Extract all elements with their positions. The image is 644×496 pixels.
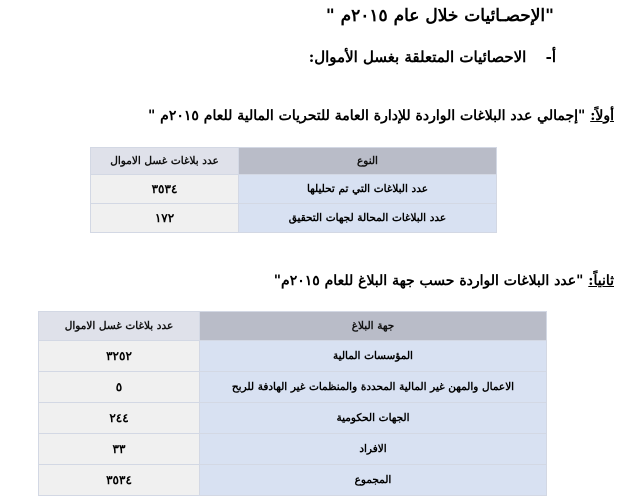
row-value: ٥ bbox=[39, 372, 200, 403]
column-header-count: عدد بلاغات غسل الاموال bbox=[39, 312, 200, 341]
column-header-type: النوع bbox=[239, 148, 497, 175]
row-value: ٣٥٣٤ bbox=[91, 175, 239, 204]
table-row bbox=[39, 341, 547, 372]
row-label: الافراد bbox=[200, 434, 547, 465]
table-header-row bbox=[39, 312, 547, 341]
row-label: عدد البلاغات المحالة لجهات التحقيق bbox=[239, 204, 497, 233]
section-two-ordinal: ثانياً: bbox=[588, 273, 614, 289]
section-one-title-text: "إجمالي عدد البلاغات الواردة للإدارة العامة للتحريات المالية للعام ٢٠١٥م " bbox=[148, 108, 586, 124]
column-header-source: جهة البلاغ bbox=[200, 312, 547, 341]
table-row bbox=[91, 204, 497, 233]
row-value: ٣٥٣٤ bbox=[39, 465, 200, 496]
row-label: المؤسسات المالية bbox=[200, 341, 547, 372]
row-value: ٢٤٤ bbox=[39, 403, 200, 434]
table-row bbox=[91, 175, 497, 204]
row-value: ٣٣ bbox=[39, 434, 200, 465]
table-header-row bbox=[91, 148, 497, 175]
main-title: "الإحصـائيات خلال عام ٢٠١٥م " bbox=[325, 6, 554, 26]
row-value: ٣٢٥٢ bbox=[39, 341, 200, 372]
section-two-title-text: "عدد البلاغات الواردة حسب جهة البلاغ للعام ٢٠١٥م" bbox=[273, 273, 584, 289]
table-row bbox=[39, 434, 547, 465]
section-one-ordinal: أولاً: bbox=[590, 108, 614, 124]
sub-title bbox=[309, 48, 556, 66]
reports-summary-table bbox=[90, 147, 497, 233]
table-row bbox=[39, 403, 547, 434]
section-two-title bbox=[274, 273, 614, 289]
row-label: عدد البلاغات التي تم تحليلها bbox=[239, 175, 497, 204]
table-row-total bbox=[39, 465, 547, 496]
column-header-count: عدد بلاغات غسل الاموال bbox=[91, 148, 239, 175]
row-label: المجموع bbox=[200, 465, 547, 496]
row-label: الاعمال والمهن غير المالية المحددة والمنظمات غير الهادفة للربح bbox=[200, 372, 547, 403]
table-row bbox=[39, 372, 547, 403]
reports-by-source-table bbox=[38, 311, 547, 496]
sub-title-text: الاحصائيات المتعلقة بغسل الأموال: bbox=[308, 48, 527, 66]
sub-title-bullet: أ- bbox=[545, 48, 556, 66]
row-label: الجهات الحكومية bbox=[200, 403, 547, 434]
row-value: ١٧٢ bbox=[91, 204, 239, 233]
section-one-title bbox=[148, 108, 614, 124]
